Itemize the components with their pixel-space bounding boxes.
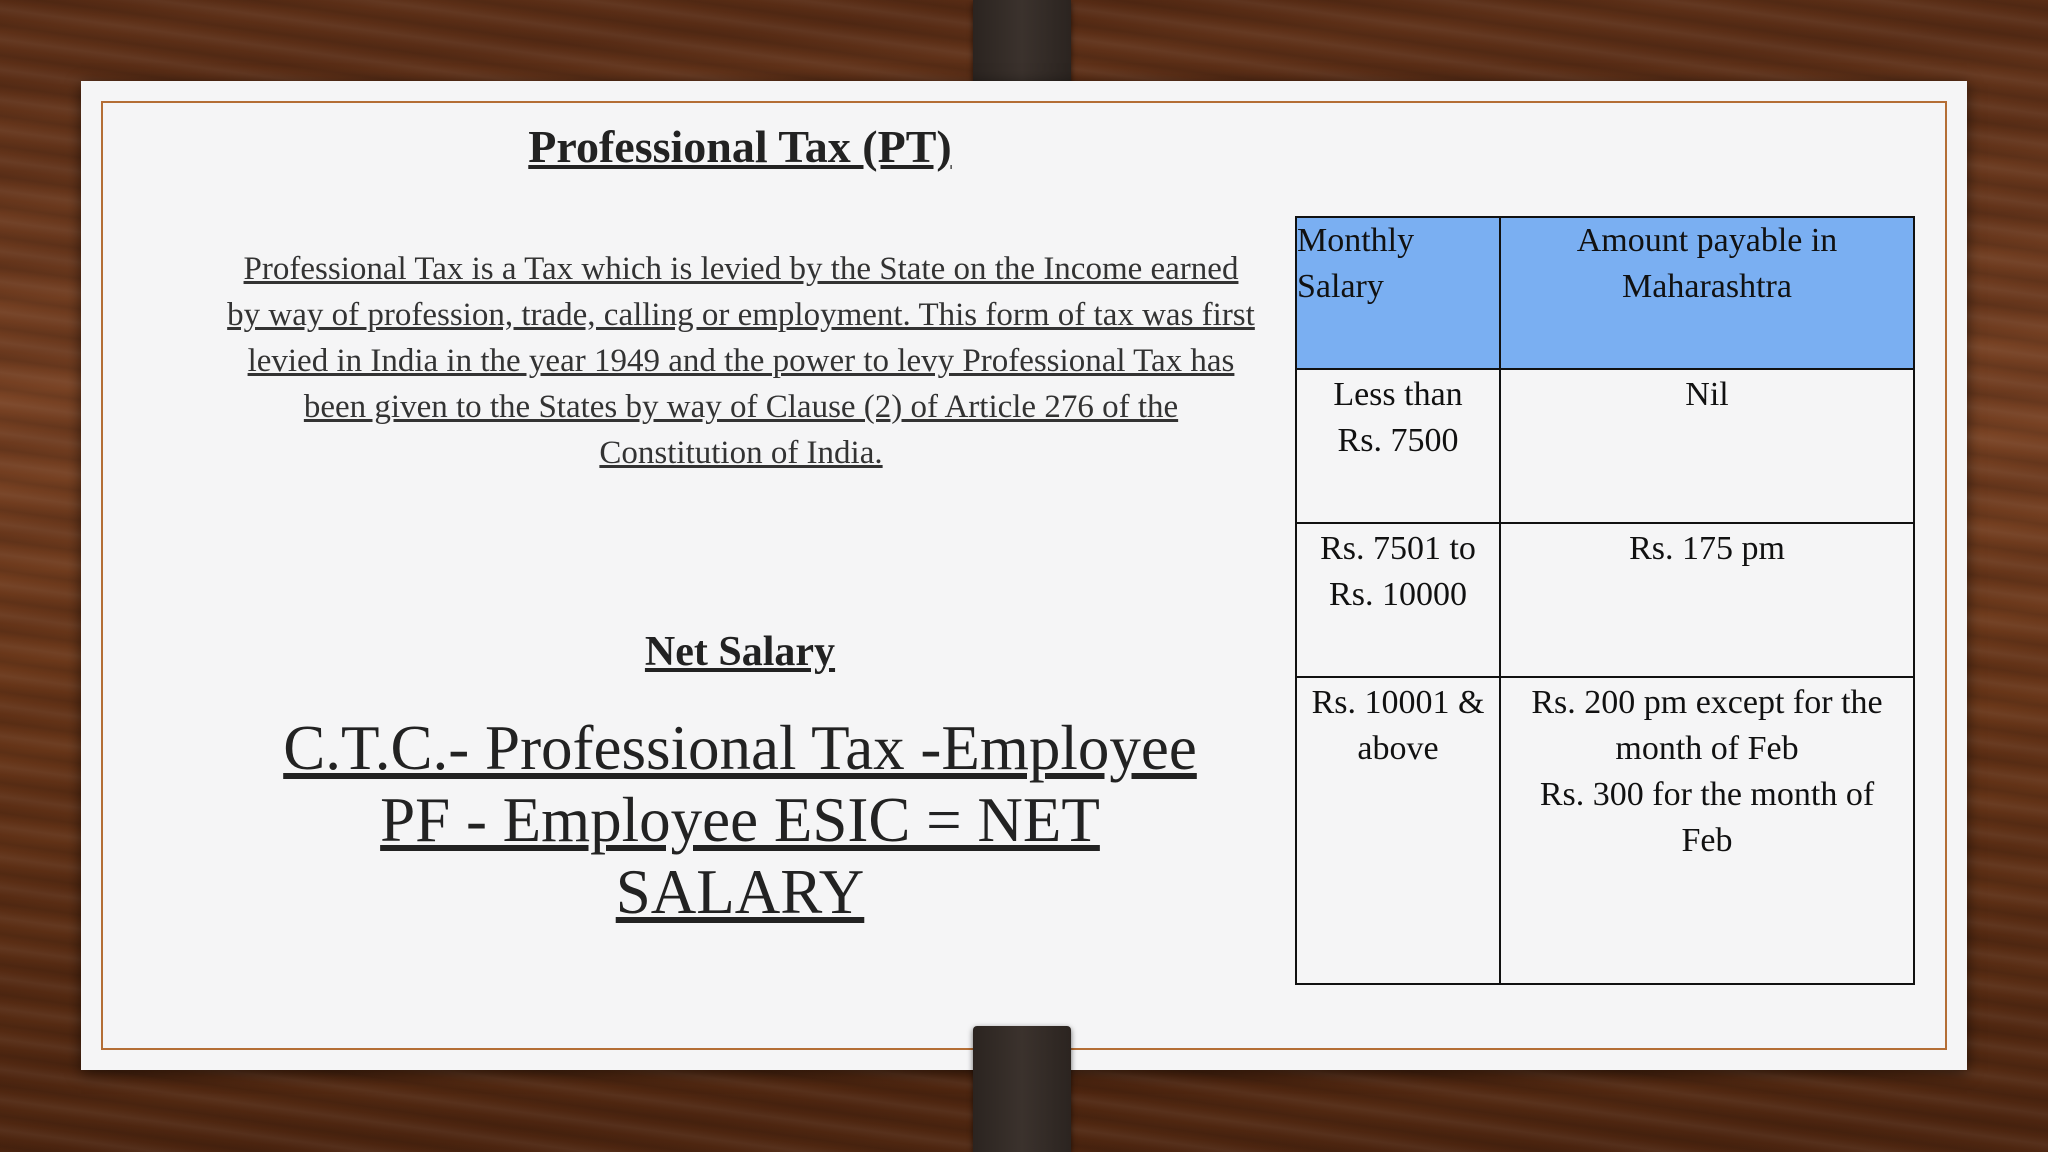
- bottom-strap: [973, 1026, 1071, 1152]
- amount-line: Rs. 200 pm except for the: [1531, 684, 1883, 721]
- table-row: [1296, 523, 1914, 677]
- header-monthly-salary: Monthly Salary: [1296, 217, 1500, 369]
- header-amount-payable: Amount payable in Maharashtra: [1500, 217, 1914, 369]
- salary-line: Less than: [1333, 376, 1463, 413]
- pt-description: Professional Tax is a Tax which is levied by the State on the Income earned by way of profession, trade, calling or employment. This form of tax was first levied in India in the year 1949 and the power to levy Professional Tax has been given to the States by way of Clause (2) of Article 276 of the Constitution of India.: [227, 251, 1255, 471]
- amount-line: Rs. 175 pm: [1629, 530, 1785, 567]
- amount-line: Nil: [1685, 376, 1729, 413]
- slide-title: Professional Tax (PT): [528, 121, 952, 172]
- amount-line: Rs. 300 for the month of: [1539, 776, 1875, 813]
- salary-line: above: [1357, 730, 1439, 767]
- salary-line: Rs. 10000: [1329, 576, 1467, 613]
- pt-slab-table: [1295, 216, 1915, 985]
- salary-line: Rs. 10001 &: [1311, 684, 1485, 721]
- table-row: [1296, 369, 1914, 523]
- net-salary-heading: Net Salary: [644, 629, 836, 675]
- amount-cell: [1500, 677, 1914, 984]
- amount-line: month of Feb: [1615, 730, 1799, 767]
- amount-cell: [1500, 523, 1914, 677]
- salary-line: Rs. 7500: [1337, 422, 1459, 459]
- amount-line: Feb: [1681, 822, 1733, 859]
- amount-cell: [1500, 369, 1914, 523]
- table-header-row: [1296, 217, 1914, 369]
- net-salary-formula: C.T.C.- Professional Tax -Employee PF - Employee ESIC = NET SALARY: [283, 713, 1197, 927]
- salary-line: Rs. 7501 to: [1320, 530, 1476, 567]
- salary-cell: [1296, 677, 1500, 984]
- table-row: [1296, 677, 1914, 984]
- salary-cell: [1296, 523, 1500, 677]
- salary-cell: [1296, 369, 1500, 523]
